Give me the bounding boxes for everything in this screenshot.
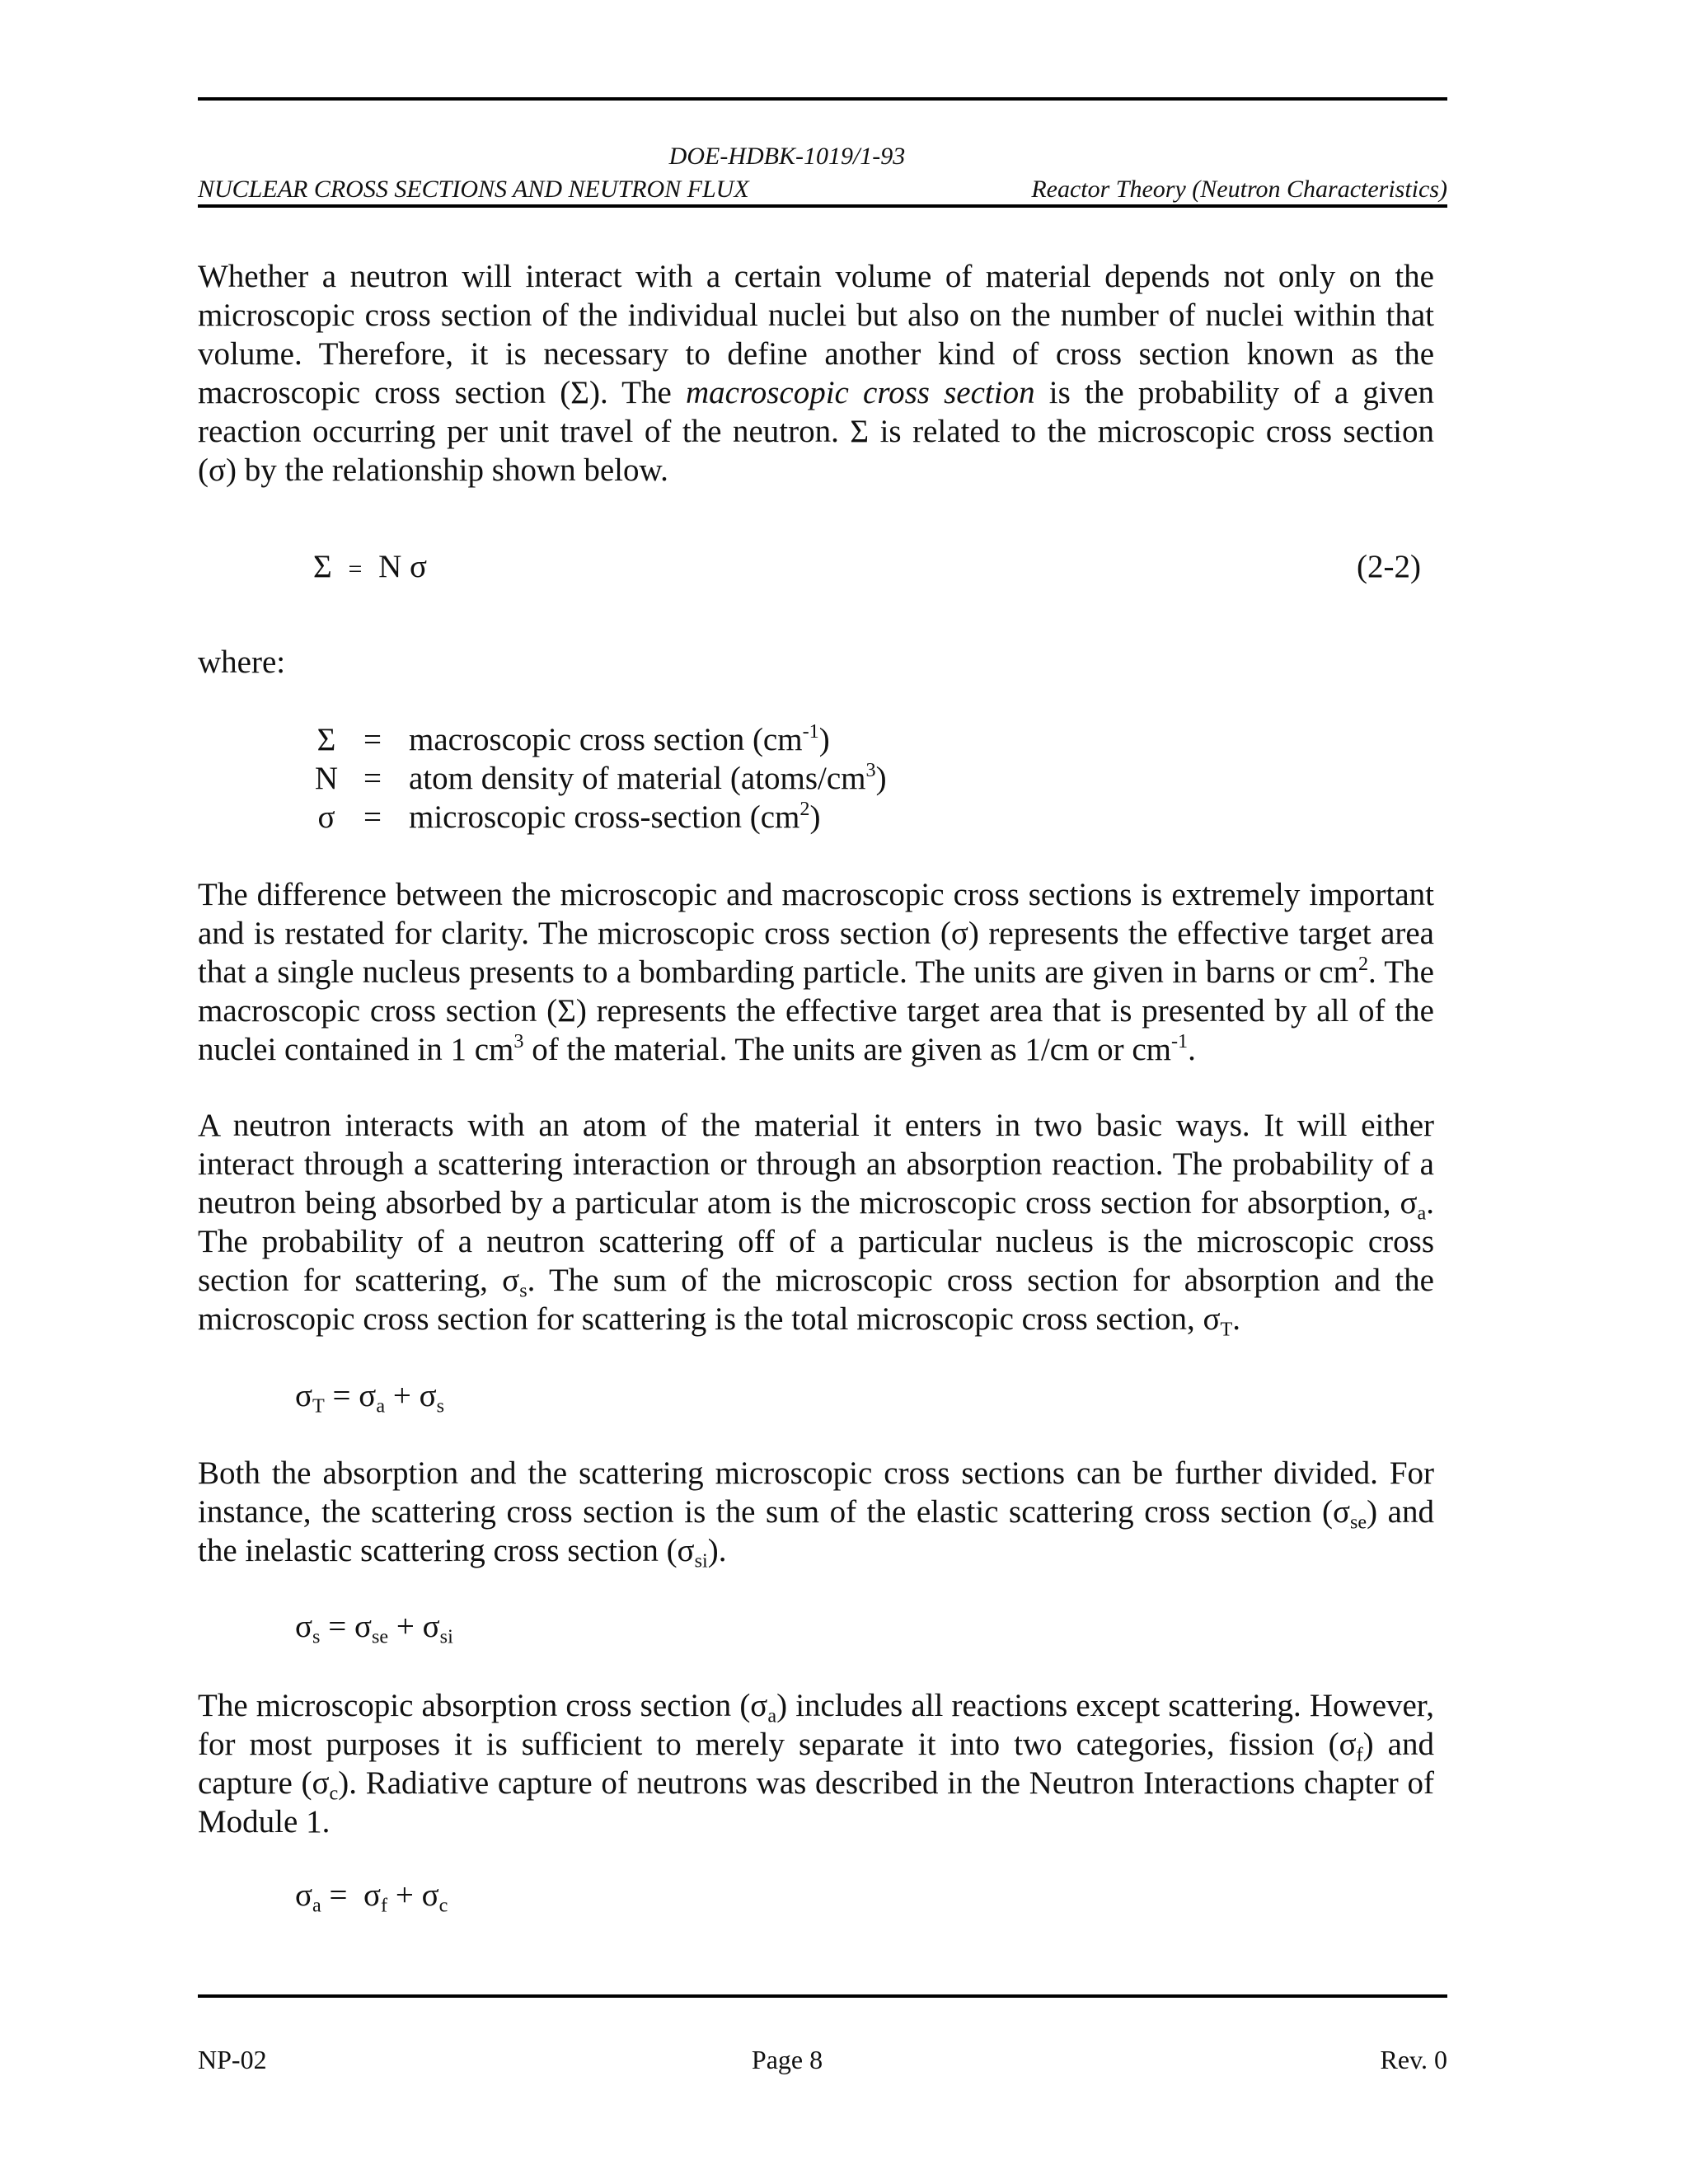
paragraph-micro-vs-macro: The difference between the microscopic and macroscopic cross sections is extremely important and is restated for clarity. The microscopic cross section (σ) represents the effective target area that a single nucleus presents to a bombarding particle. The units are given in barns or $cm^2$. The macroscopic cross section (Σ) represents the effective target area that is presented by all of the nuclei contained in 1 $cm^3$ of the material. The units are given as 1/cm or $cm^{-1}$. xyxy=(198,877,1434,1067)
footer-rule xyxy=(198,1994,1447,1998)
definition-symbol: σ xyxy=(317,799,335,835)
paragraph-macroscopic-intro xyxy=(198,257,1434,490)
paragraph-interaction-types: A neutron interacts with an atom of the material it enters in two basic ways. It will either interact through a scattering interaction or through an absorption reaction. The probability of a neutron being absorbed by a particular atom is the microscopic cross section for absorption, $\sigma_a$. The probability of a neutron scattering off of a particular nucleus is the microscopic cross section for scattering, $\sigma_s$. The sum of the microscopic cross section for absorption and the microscopic cross section for scattering is the total microscopic cross section, $\sigma_T$. xyxy=(198,1108,1434,1341)
footer-page-number: Page 8 xyxy=(751,2045,823,2074)
footer-revision: Rev. 0 xyxy=(1380,2045,1447,2074)
equation-absorption-cross-section: $\sigma_a = \sigma_f + \sigma_c$ xyxy=(295,1877,448,1917)
definition-text: macroscopic cross section $(cm^{-1})$ xyxy=(409,720,830,757)
definition-equals: = xyxy=(363,722,382,757)
header-right-title: Reactor Theory (Neutron Characteristics) xyxy=(1031,176,1447,203)
definition-symbol: N xyxy=(314,761,339,796)
header-bottom-rule xyxy=(198,204,1447,208)
equation-scattering-cross-section: $\sigma_s = \sigma_{se} + \sigma_{si}$ xyxy=(295,1609,453,1648)
where-label: where: xyxy=(198,644,286,680)
definition-symbol: Σ xyxy=(316,722,336,757)
para1-italic-term: macroscopic cross section xyxy=(686,375,1035,410)
eq-main-lhs: Σ xyxy=(313,549,332,584)
header-left-title: NUCLEAR CROSS SECTIONS AND NEUTRON FLUX xyxy=(198,176,749,203)
definition-text: microscopic cross-section $(cm^2)$ xyxy=(409,798,821,835)
definition-equals: = xyxy=(363,761,382,796)
eq-main-rhs: N σ xyxy=(378,549,428,584)
para1-text-b: is the probability of a given reaction occurring per unit travel of the neutron. Σ is related to the microscopic cross section (σ) by the relationship shown below. xyxy=(198,375,1434,488)
eq-main-op: = xyxy=(348,555,363,583)
equation-total-cross-section: $\sigma_T = \sigma_a + \sigma_s$ xyxy=(295,1378,445,1418)
header-top-rule xyxy=(198,97,1447,101)
equation-2-2 xyxy=(313,547,427,588)
footer-doc-id: NP-02 xyxy=(198,2045,267,2074)
para1-text-a: Whether a neutron will interact with a certain volume of material depends not only on the microscopic cross section of the individual nuclei but also on the number of nuclei within that volume. Therefore, it is necessary to define another kind of cross section known as the macroscopic cross section (Σ). The xyxy=(198,259,1434,410)
paragraph-absorption-division: The microscopic absorption cross section $(\sigma_a)$ includes all reactions except scattering. However, for most purposes it is sufficient to merely separate it into two categories, fission $(\sigma_f)$ and capture $(\sigma_c)$. Radiative capture of neutrons was described in the Neutron Interactions chapter of Module 1. xyxy=(198,1688,1434,1840)
doc-number: DOE-HDBK-1019/1-93 xyxy=(668,143,906,170)
equation-number: (2-2) xyxy=(1357,549,1421,584)
paragraph-scattering-division: Both the absorption and the scattering microscopic cross sections can be further divided. For instance, the scattering cross section is the sum of the elastic scattering cross section $(\sigma_{se})$ and the inelastic scattering cross section $(\sigma_{si})$. xyxy=(198,1455,1434,1572)
definition-equals: = xyxy=(363,799,382,835)
definition-text: atom density of material $(atoms/cm^3)$ xyxy=(409,759,887,796)
